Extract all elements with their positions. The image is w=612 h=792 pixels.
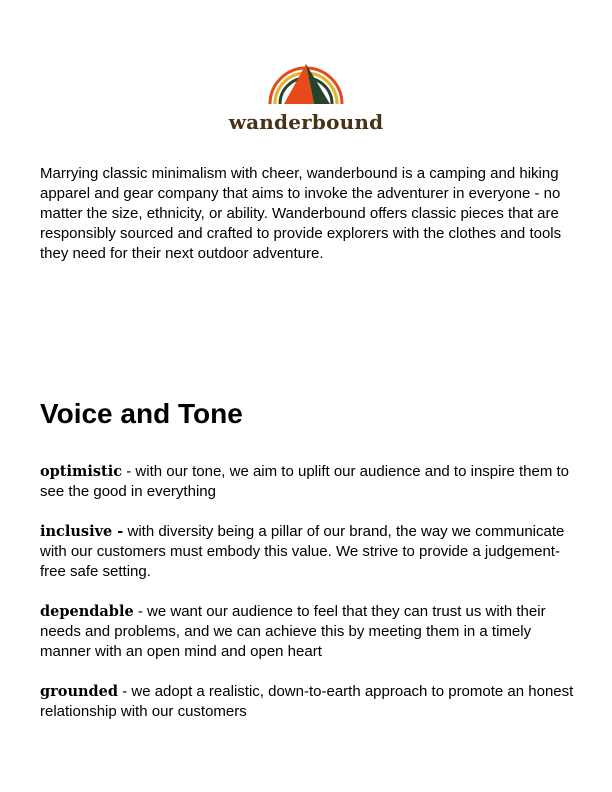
value-dependable xyxy=(40,602,575,662)
tent-rainbow-icon xyxy=(264,40,348,106)
value-description: - we want our audience to feel that they can trust us with their needs and problems, and we can achieve this by meeting them in a timely manner with an open mind and open heart xyxy=(40,603,546,660)
value-description: with diversity being a pillar of our brand, the way we communicate with our customers must embody this value. We strive to provide a judgement-free safe setting. xyxy=(40,523,565,580)
value-grounded xyxy=(40,682,575,722)
value-inclusive xyxy=(40,522,575,582)
value-description: - with our tone, we aim to uplift our audience and to inspire them to see the good in everything xyxy=(40,463,569,500)
value-term: inclusive - xyxy=(40,523,124,540)
section-heading: Voice and Tone xyxy=(40,398,243,429)
value-term: grounded xyxy=(40,683,119,700)
brand-name: wanderbound xyxy=(228,110,384,134)
intro-paragraph: Marrying classic minimalism with cheer, wanderbound is a camping and hiking apparel and gear company that aims to invoke the adventurer in everyone - no matter the size, ethnicity, or ability. Wanderbound offers classic pieces that are responsibly sourced and crafted to provide explorers with the clothes and tools they need for their next outdoor adventure. xyxy=(40,165,562,262)
value-description: - we adopt a realistic, down-to-earth approach to promote an honest relationship with our customers xyxy=(40,683,574,720)
voice-tone-list xyxy=(40,462,575,742)
value-term: dependable xyxy=(40,603,134,620)
value-term: optimistic xyxy=(40,463,123,480)
value-optimistic xyxy=(40,462,575,502)
brand-logo xyxy=(0,40,612,134)
